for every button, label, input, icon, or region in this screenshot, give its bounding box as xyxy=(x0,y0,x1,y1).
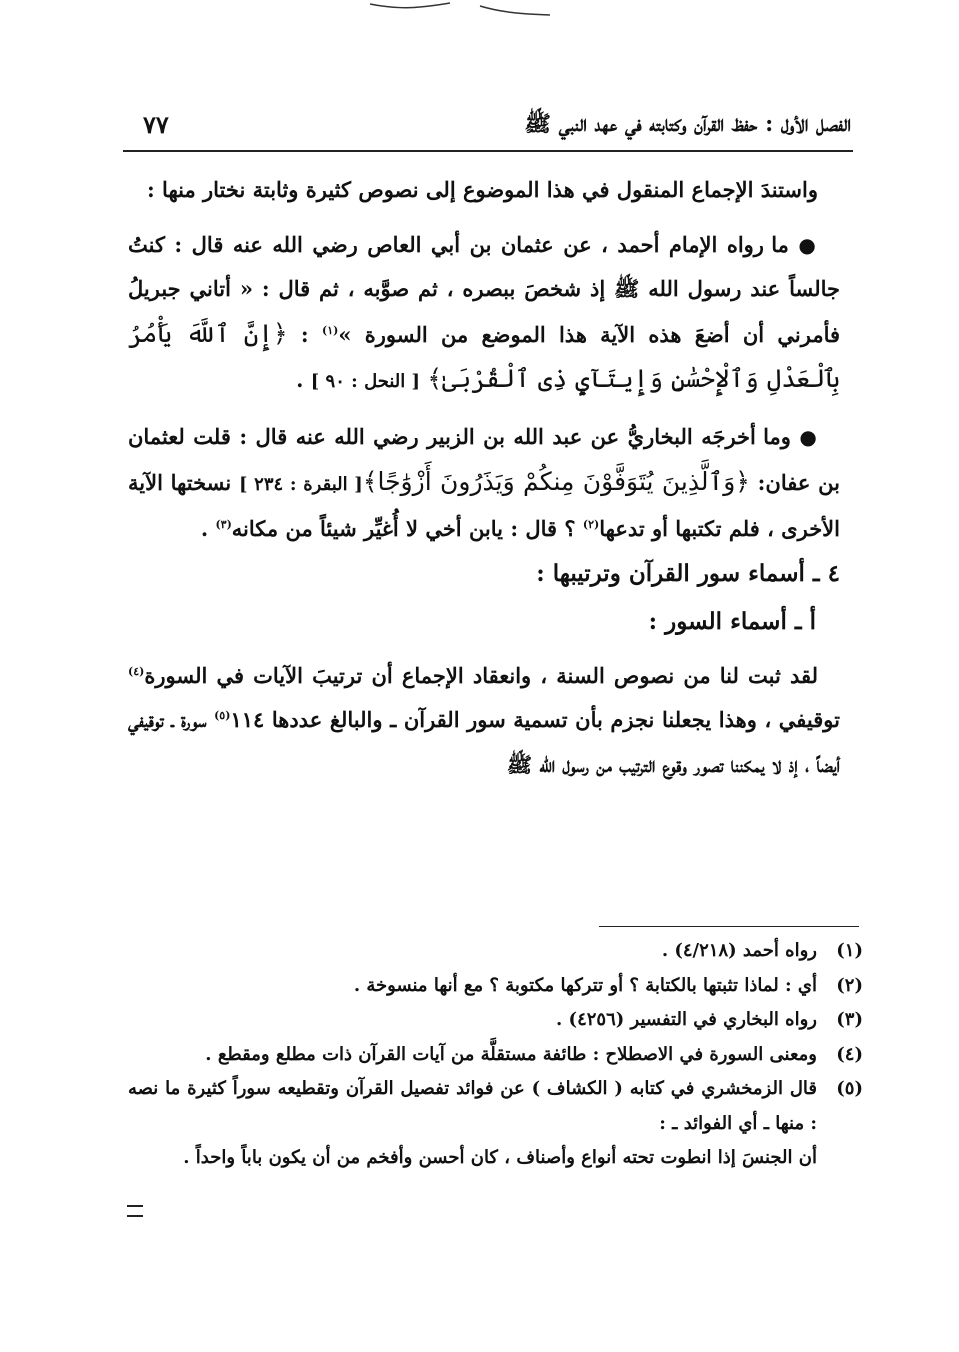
para3-text-a: لقد ثبت لنا من نصوص السنة ، وانعقاد الإجماع أن ترتيبَ الآيات في السورة xyxy=(144,662,818,688)
footnote-continuation: أن الجنسَ إذا انطوت تحته أنواع وأصناف ، كان أحسن وأفخم من أن يكون باباً واحداً . xyxy=(183,1147,817,1168)
page-number: ٧٧ xyxy=(143,110,169,139)
footnotes xyxy=(128,934,863,1176)
footnote-number: (٣) xyxy=(836,1009,863,1030)
footnote-item xyxy=(128,969,863,1004)
quran-verse-nahl: ﴿إِنَّ ٱللَّهَ يَأْمُرُ بِٱلْعَدْلِ وَٱلْإِحْسَٰنِ وَإِيتَآيِٕ ذِى ٱلْقُرْبَىٰ﴾ xyxy=(128,318,840,394)
footnote-ref-3: (٣) xyxy=(215,518,232,532)
bullet1-colon: : xyxy=(287,321,322,347)
footnote-number: (٥) xyxy=(836,1078,863,1099)
para3-text-b: توقيفي ، وهذا يجعلنا نجزم بأن تسمية سور القرآن ـ والبالغ عددها ١١٤ xyxy=(230,707,840,733)
quran-verse-baqara: ﴿وَٱلَّذِينَ يُتَوَفَّوْنَ مِنكُمْ وَيَذَرُونَ أَزْوَٰجًا﴾ xyxy=(362,466,750,496)
scan-artifact-mark xyxy=(360,0,560,22)
bullet-paragraph-1 xyxy=(128,223,840,405)
footnote-number: (٤) xyxy=(836,1043,863,1065)
continuation-equals-mark xyxy=(127,1205,143,1217)
footnote-ref-5: (٥) xyxy=(214,709,231,723)
surah-names-paragraph xyxy=(128,654,840,788)
footnote-ref-1: (١) xyxy=(321,323,339,337)
bullet-icon: ● xyxy=(799,424,819,449)
main-text xyxy=(128,168,840,788)
footnote-divider xyxy=(599,926,859,927)
header-divider xyxy=(123,150,853,152)
chapter-title: الفصل الأول : حفظ القرآن وكتابته في عهد النبي ﷺ xyxy=(524,111,851,137)
footnote-ref-2: (٢) xyxy=(582,518,600,532)
bullet2-text-c: ؟ قال : يابن أخي لا أُغيِّر شيئاً من مكانه xyxy=(231,516,583,542)
bullet-paragraph-2 xyxy=(128,415,840,552)
bullet-icon: ● xyxy=(798,232,819,257)
footnote-text: ومعنى السورة في الاصطلاح : طائفة مستقلَّة من آيات القرآن ذات مطلع ومقطع . xyxy=(205,1043,817,1065)
footnote-number: (١) xyxy=(836,940,863,961)
verse-reference-nahl: [ النحل : ٩٠ ] xyxy=(310,371,421,393)
footnote-item xyxy=(128,934,863,969)
bullet2-text: وما أخرجَه البخاريُّ عن عبد الله بن الزبير رضي الله عنه قال : قلت لعثمان بن عفان: xyxy=(128,423,840,495)
footnote-item xyxy=(128,1072,863,1141)
bullet2-end: . xyxy=(200,516,216,542)
footnote-item xyxy=(128,1038,863,1073)
footnote-text: رواه أحمد (٤/٢١٨) . xyxy=(661,940,817,961)
verse-reference-baqara: [ البقرة : ٢٣٤ ] xyxy=(238,473,363,495)
footnote-text: رواه البخاري في التفسير (٤٢٥٦) . xyxy=(556,1009,817,1030)
bullet2-text-b: نسختها الآية الأخرى ، فلم تكتبها أو تدعها xyxy=(128,469,840,542)
footnote-text: أي : لماذا تثبتها بالكتابة ؟ أو تتركها مكتوبة ؟ مع أنها منسوخة . xyxy=(353,974,817,996)
footnote-ref-4: (٤) xyxy=(128,664,145,678)
intro-paragraph: واستندَ الإجماع المنقول في هذا الموضوع إلى نصوص كثيرة وثابتة نختار منها : xyxy=(146,177,818,202)
footnote-item xyxy=(128,1003,863,1038)
para3-text-c: سورة ـ توقيفي أيضاً ، إذ لا يمكننا تصور وقوع الترتيب من رسول الله ﷺ xyxy=(128,707,840,777)
bullet1-end: . xyxy=(296,367,311,393)
bullet1-text: ما رواه الإمام أحمد ، عن عثمان بن أبي العاص رضي الله عنه قال : كنتُ جالساً عند رسول الله ﷺ إذ شخصَ ببصره ، ثم صوَّبه ، ثم قال : « أتاني جبريلُ فأمرني أن أضعَ هذه الآية هذا الموضع من السورة » xyxy=(128,231,841,347)
subsection-heading: أ ـ أسماء السور : xyxy=(648,607,816,635)
footnote-number: (٢) xyxy=(836,974,863,996)
section-heading: ٤ ـ أسماء سور القرآن وترتيبها : xyxy=(536,559,840,587)
running-header xyxy=(125,108,851,148)
footnote-text: قال الزمخشري في كتابه ( الكشاف ) عن فوائد تفصيل القرآن وتقطيعه سوراً كثيرة ما نصه : منها ـ أي الفوائد ـ : xyxy=(128,1078,817,1134)
